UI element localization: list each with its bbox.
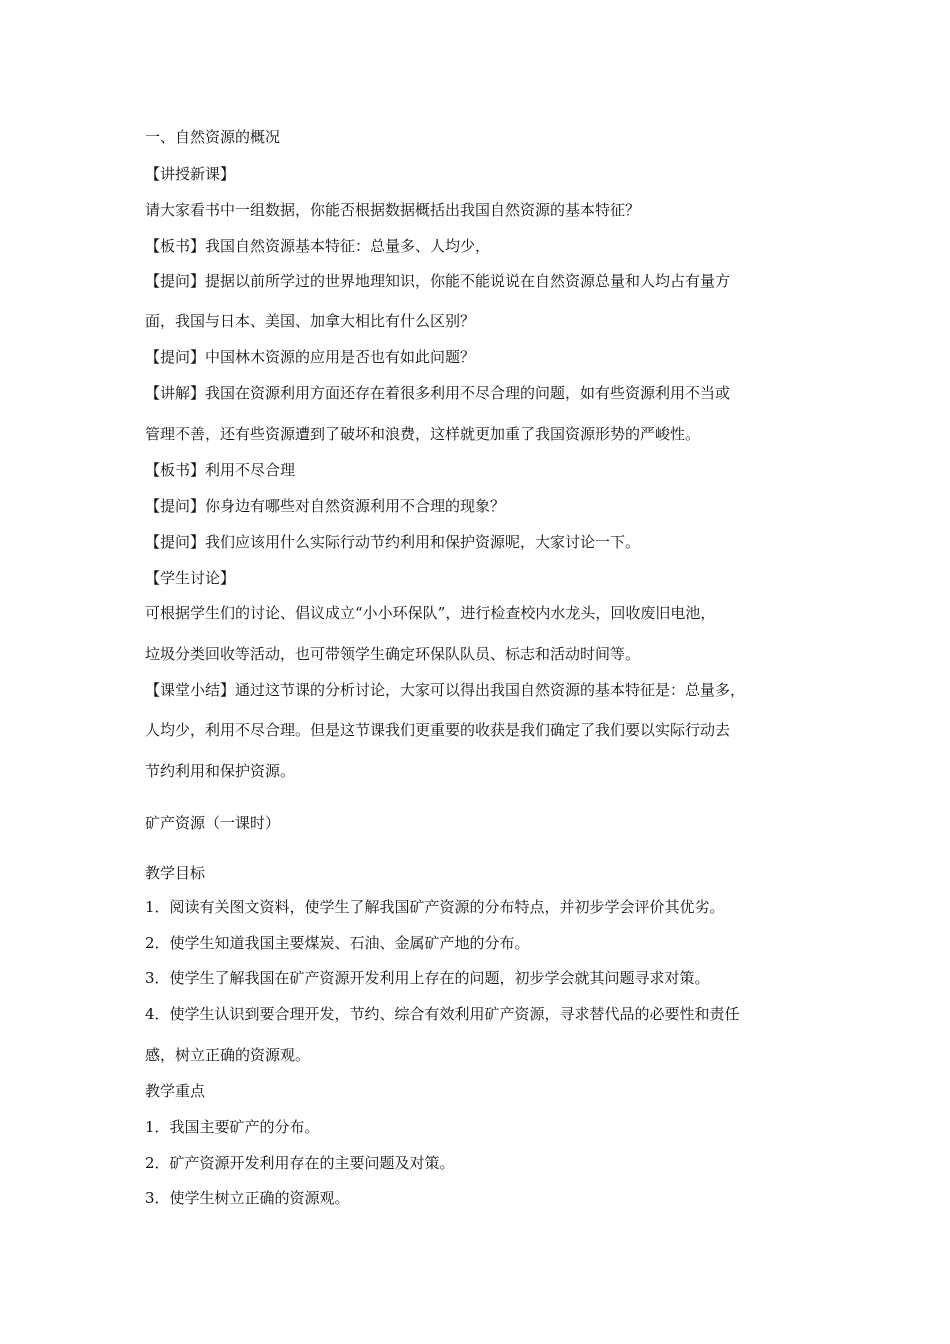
paragraph-line: 管理不善，还有些资源遭到了破坏和浪费，这样就更加重了我国资源形势的严峻性。 bbox=[145, 425, 701, 443]
subheading-objectives: 教学目标 bbox=[145, 864, 206, 882]
objective-item: 3．使学生了解我国在矿产资源开发利用上存在的问题，初步学会就其问题寻求对策。 bbox=[145, 969, 710, 987]
paragraph-line: 可根据学生们的讨论、倡议成立“小小环保队”，进行检查校内水龙头，回收废旧电池， bbox=[145, 604, 716, 622]
key-point-item: 3．使学生树立正确的资源观。 bbox=[145, 1189, 350, 1207]
lesson-title: 矿产资源（一课时） bbox=[145, 814, 281, 832]
paragraph-line: 【板书】利用不尽合理 bbox=[145, 461, 296, 479]
paragraph-label: 【学生讨论】 bbox=[145, 569, 236, 587]
paragraph-line: 面，我国与日本、美国、加拿大相比有什么区别？ bbox=[145, 312, 476, 330]
paragraph-line: 请大家看书中一组数据，你能否根据数据概括出我国自然资源的基本特征？ bbox=[145, 201, 641, 219]
paragraph-line: 【提问】中国林木资源的应用是否也有如此问题？ bbox=[145, 348, 476, 366]
paragraph-line: 【课堂小结】通过这节课的分析讨论，大家可以得出我国自然资源的基本特征是：总量多， bbox=[145, 681, 746, 699]
paragraph-line: 【提问】你身边有哪些对自然资源利用不合理的现象？ bbox=[145, 497, 506, 515]
key-point-item: 1．我国主要矿产的分布。 bbox=[145, 1118, 320, 1136]
paragraph-line: 【提问】我们应该用什么实际行动节约利用和保护资源呢，大家讨论一下。 bbox=[145, 533, 641, 551]
paragraph-line: 人均少，利用不尽合理。但是这节课我们更重要的收获是我们确定了我们要以实际行动去 bbox=[145, 721, 731, 739]
paragraph-line: 【提问】提据以前所学过的世界地理知识，你能不能说说在自然资源总量和人均占有量方 bbox=[145, 272, 731, 290]
subheading-key-points: 教学重点 bbox=[145, 1082, 206, 1100]
objective-item-continued: 感，树立正确的资源观。 bbox=[145, 1046, 311, 1064]
objective-item: 4．使学生认识到要合理开发，节约、综合有效利用矿产资源，寻求替代品的必要性和责任 bbox=[145, 1005, 740, 1023]
paragraph-line: 垃圾分类回收等活动，也可带领学生确定环保队队员、标志和活动时间等。 bbox=[145, 645, 641, 663]
objective-item: 2．使学生知道我国主要煤炭、石油、金属矿产地的分布。 bbox=[145, 934, 530, 952]
paragraph-line: 节约利用和保护资源。 bbox=[145, 762, 296, 780]
paragraph-line: 【板书】我国自然资源基本特征：总量多、人均少， bbox=[145, 237, 491, 255]
paragraph-line: 【讲解】我国在资源利用方面还存在着很多利用不尽合理的问题，如有些资源利用不当或 bbox=[145, 384, 731, 402]
paragraph-label: 【讲授新课】 bbox=[145, 165, 236, 183]
objective-item: 1．阅读有关图文资料，使学生了解我国矿产资源的分布特点，并初步学会评价其优劣。 bbox=[145, 898, 725, 916]
key-point-item: 2．矿产资源开发利用存在的主要问题及对策。 bbox=[145, 1154, 455, 1172]
section-heading: 一、自然资源的概况 bbox=[145, 128, 281, 146]
